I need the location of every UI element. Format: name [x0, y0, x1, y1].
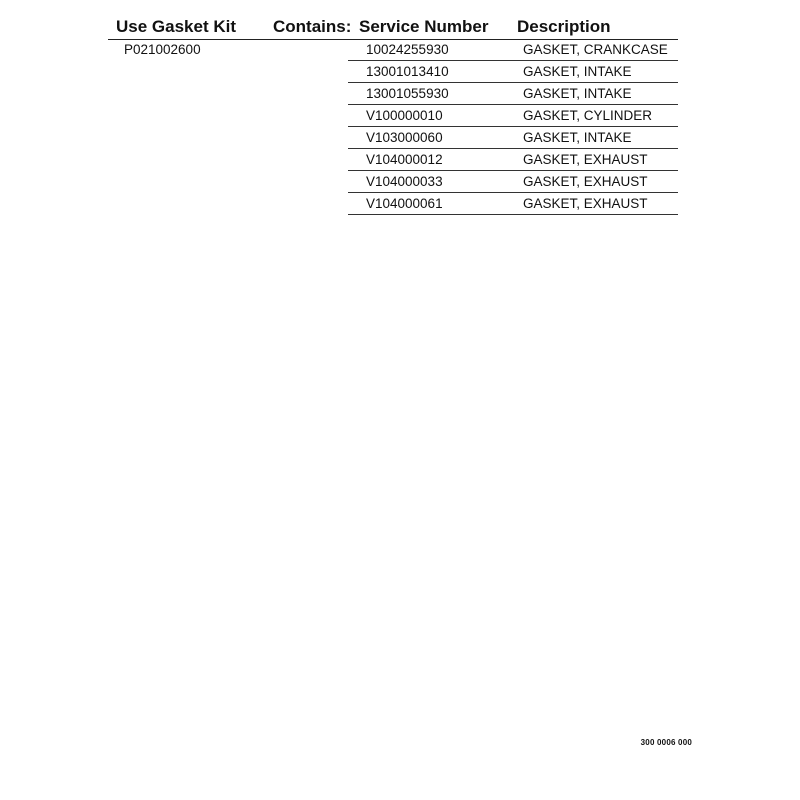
- service-number-cell: V104000012: [366, 152, 443, 167]
- table-row: [348, 61, 678, 83]
- parts-table-body: [348, 39, 678, 215]
- description-cell: GASKET, CYLINDER: [523, 108, 653, 123]
- service-number-cell: 13001055930: [366, 86, 449, 101]
- table-row: [348, 149, 678, 171]
- header-service-number: Service Number: [359, 17, 489, 36]
- service-number-cell: V100000010: [366, 108, 443, 123]
- description-cell: GASKET, INTAKE: [523, 64, 632, 79]
- table-row: [348, 105, 678, 127]
- service-number-cell: 13001013410: [366, 64, 449, 79]
- table-row: [348, 193, 678, 215]
- description-cell: GASKET, EXHAUST: [523, 174, 648, 189]
- description-cell: GASKET, EXHAUST: [523, 152, 648, 167]
- description-cell: GASKET, EXHAUST: [523, 196, 648, 211]
- service-number-cell: V103000060: [366, 130, 443, 145]
- description-cell: GASKET, INTAKE: [523, 86, 632, 101]
- table-row: [348, 39, 678, 61]
- table-row: [348, 83, 678, 105]
- header-description: Description: [517, 17, 611, 36]
- header-use-gasket-kit: Use Gasket Kit: [116, 17, 236, 36]
- header-contains: Contains:: [273, 17, 352, 36]
- table-row: [348, 171, 678, 193]
- table-header: [108, 15, 678, 40]
- service-number-cell: V104000061: [366, 196, 443, 211]
- service-number-cell: V104000033: [366, 174, 443, 189]
- description-cell: GASKET, CRANKCASE: [523, 42, 668, 57]
- description-cell: GASKET, INTAKE: [523, 130, 632, 145]
- service-number-cell: 10024255930: [366, 42, 449, 57]
- table-row: [348, 127, 678, 149]
- document-code: 300 0006 000: [640, 738, 692, 747]
- gasket-kit-number: P021002600: [124, 42, 201, 57]
